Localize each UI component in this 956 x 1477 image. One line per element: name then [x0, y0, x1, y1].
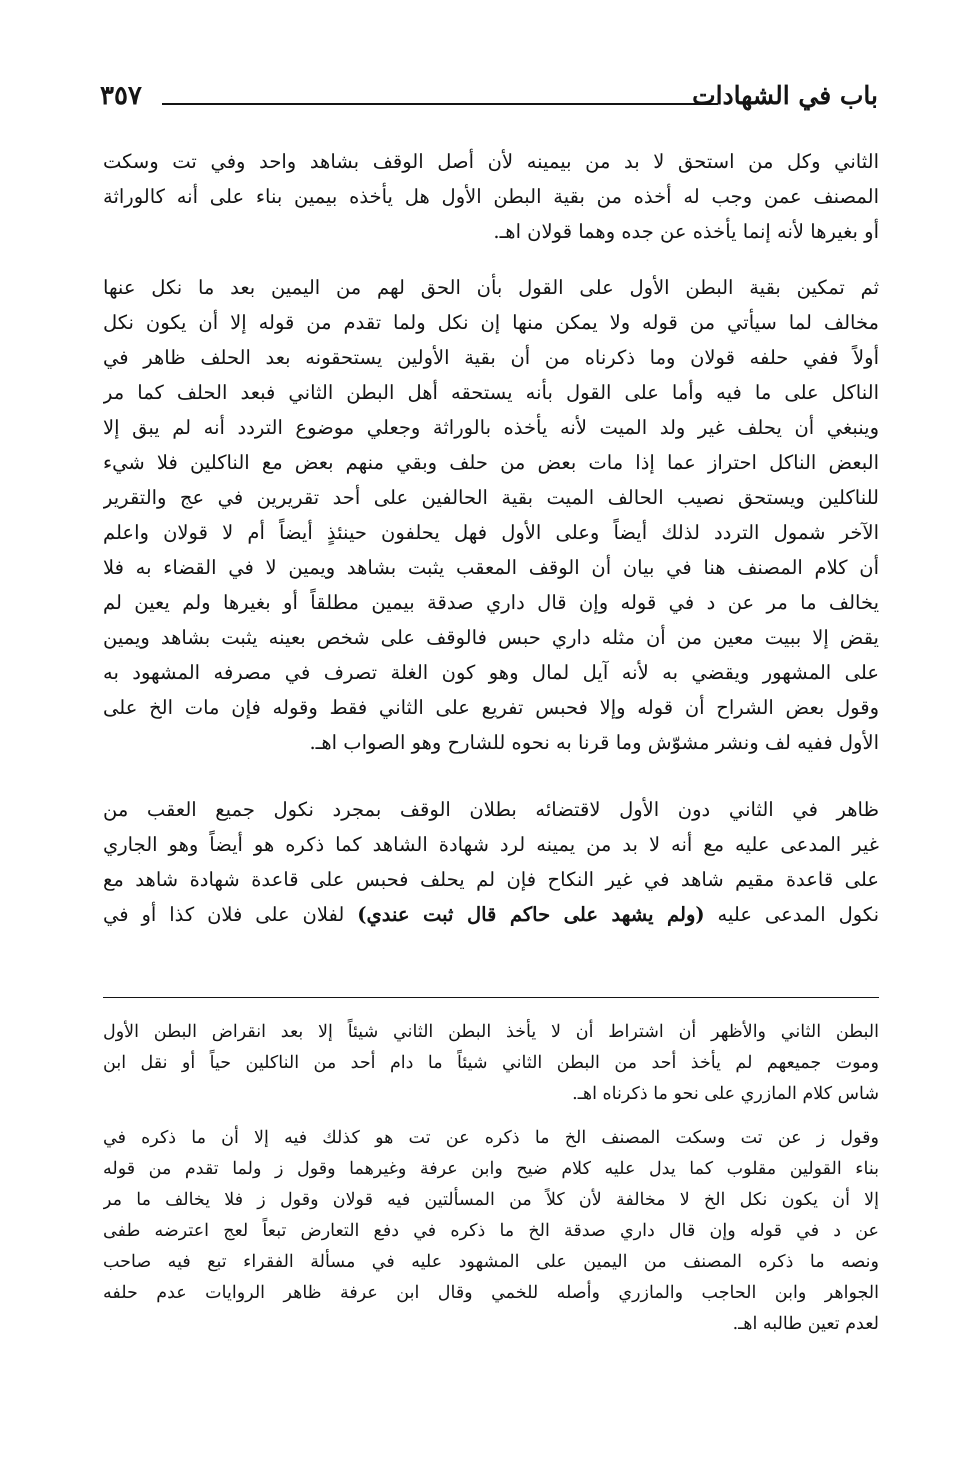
- body-line: الآخر شمول التردد لذلك أيضاً وعلى الأول فهل يحلفون حينئذٍ أيضاً أم لا قولان واعلم: [103, 521, 879, 544]
- bold-matn-quote: (ولم يشهد على حاكم قال ثبت عندي): [357, 903, 705, 926]
- chapter-title: باب في الشهادات: [692, 81, 878, 110]
- footnote-line: الجواهر وابن الحاجب والمازري وأصله للخمي وقال ابن عرفة ظاهر الروايات عدم حلفه: [103, 1283, 879, 1303]
- body-line: على قاعدة مقيم شاهد في غير النكاح فإن لم يحلف فحبس على قاعدة شهادة شاهد مع: [103, 868, 879, 891]
- body-line: ثم تمكين بقية البطن الأول على القول بأن الحق لهم من اليمين بعد ما نكل عنها: [103, 276, 879, 299]
- body-line: أن كلام المصنف هنا في بيان أن الوقف المعقب يثبت بشاهد ويمين لا في القضاء به فلا: [103, 556, 879, 579]
- body-line: غير المدعى عليه مع أنه لا بد من يمينه لرد شهادة الشاهد كما ذكره هو أيضاً وهو الجاري: [103, 833, 879, 856]
- body-line: مخالف لما سيأتي من قوله ولا يمكن منها إن نكل ولما تقدم من قوله إلا أن يكون نكل: [103, 311, 879, 334]
- body-line: يخالف ما مر عن د في قوله وإن قال داري صدقة بيمين مطلقاً أو بغيرها ولم يعين لم: [103, 591, 879, 614]
- header-rule: [162, 103, 718, 105]
- body-line: الناكل على ما فيه وأما على القول بأنه يستحقه أهل البطن الثاني فبعد الحلف كما مر: [103, 381, 879, 404]
- body-line: يقض إلا ببيت معين من أن مثله داري حبس فالوقف على شخص بعينه يثبت بشاهد ويمين: [103, 626, 879, 649]
- footnote-line: ونصه ما ذكره المصنف من اليمين على المشهود عليه في مسألة الفقراء تبع فيه صاحب: [103, 1252, 879, 1272]
- footnote-line: لعدم تعين طالبه اهـ.: [732, 1314, 879, 1334]
- body-line: أو بغيرها لأنه إنما يأخذه عن جده وهما قولان اهـ.: [493, 220, 879, 243]
- plain-text: نكول المدعى عليه: [717, 903, 879, 926]
- footnote-line: البطن الثاني والأظهر أن اشتراط أن لا يأخذ البطن الثاني شيئاً إلا بعد انقراض البطن الأول: [103, 1022, 879, 1042]
- body-line-with-bold: [103, 898, 879, 932]
- footnote-line: عن د في قوله وإن قال داري صدقة الخ ما ذكره في دفع التعارض تبعاً لعج اعترضه طفى: [103, 1221, 879, 1241]
- footnote-line: وموت جميعهم لم يأخذ أحد من البطن الثاني شيئاً ما دام أحد من الناكلين حياً أو نقل ابن: [103, 1053, 879, 1073]
- footnote-divider: [103, 997, 879, 998]
- body-line: ظاهر في الثاني دون الأول لاقتضائه بطلان الوقف بمجرد نكول جميع العقب من: [103, 798, 879, 821]
- footnote-line: إلا أن يكون نكل الخ لا مخالفة لأن كلاً من المسألتين فيه قولان وقول ز فلا يخالف ما مر: [103, 1190, 879, 1210]
- plain-text: لفلان على فلان كذا أو في: [103, 903, 345, 926]
- page-header: [100, 78, 878, 118]
- footnote-line: شاس كلام المازري على نحو ما ذكرناه اهـ.: [572, 1084, 879, 1104]
- body-line: الثاني وكل من استحق لا بد من بيمينه لأن أصل الوقف بشاهد واحد وفي تت وسكت: [103, 150, 879, 173]
- body-line: الأول ففيه لف ونشر مشوّش وما قرنا به نحوه للشارح وهو الصواب اهـ.: [309, 731, 879, 754]
- body-line: البعض الناكل احتراز عما إذا مات بعض من حلف وبقي منهم بعض مع الناكلين فلا شيء: [103, 451, 879, 474]
- body-line: المصنف عمن وجب له أخذه من بقية البطن الأول هل يأخذه بيمين بناء على أنه كالوراثة: [103, 185, 879, 208]
- body-line: أولاً ففي حلفه قولان وما ذكرناه من أن بقية الأولين يستحقونه بعد الحلف ظاهر في: [103, 346, 879, 369]
- body-line: على المشهور ويقضي به لأنه آيل لمال وهو كون الغلة تصرف في مصرفه المشهود به: [103, 661, 879, 684]
- footnote-line: بناء القولين مقلوب كما يدل عليه كلام ضيح وابن عرفة وغيرهما وقول ز ولما تقدم من قوله: [103, 1159, 879, 1179]
- body-line: وقول بعض الشراح أن قوله وإلا فحبس تفريع على الثاني فقط وقوله فإن مات الخ على: [103, 696, 879, 719]
- footnote-line: وقول ز عن تت وسكت المصنف الخ ما ذكره عن تت هو كذلك فيه إلا أن ما ذكره في: [103, 1128, 879, 1148]
- body-line: وينبغي أن يحلف غير ولد الميت لأنه يأخذه بالوراثة وجعلي موضوع التردد أنه لم يبق إلا: [103, 416, 879, 439]
- page-number: ٣٥٧: [100, 81, 142, 111]
- body-line: للناكلين ويستحق نصيب الحالف الميت بقية الحالفين على أحد تقريرين في عج والتقرير: [103, 486, 879, 509]
